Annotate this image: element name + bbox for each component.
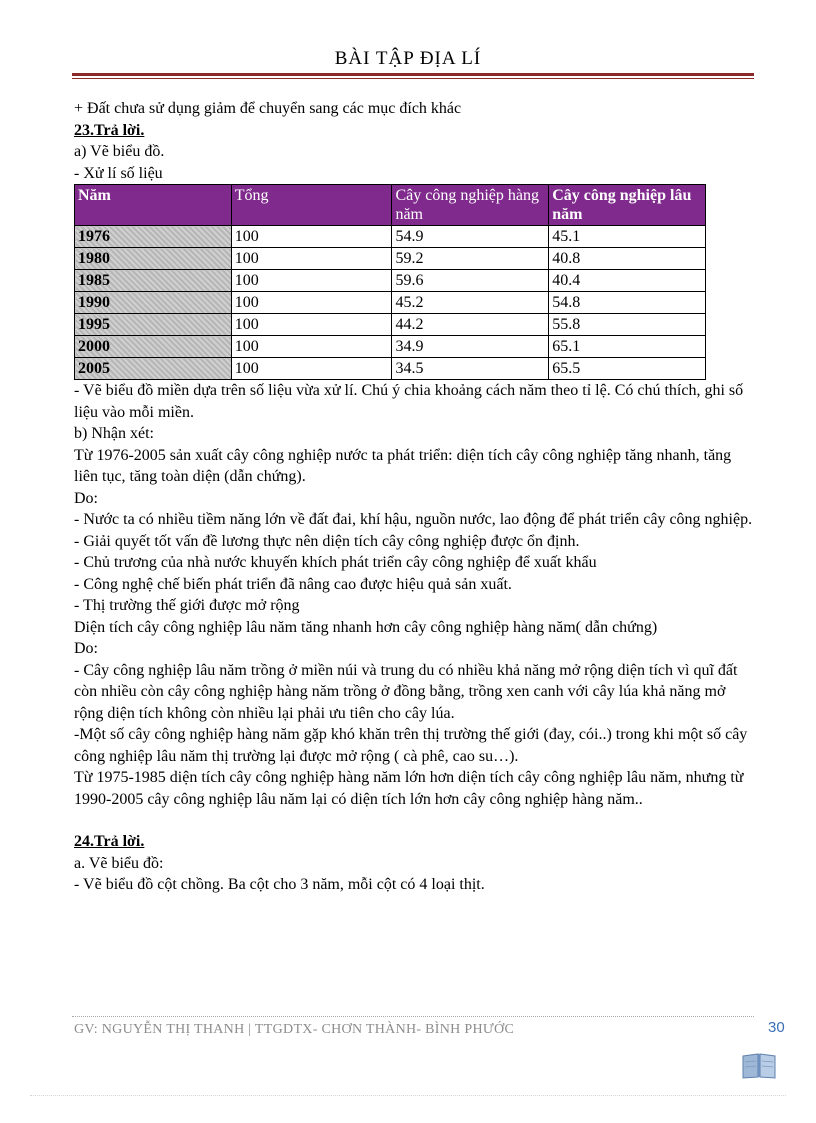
paragraph: Do: [74,489,98,507]
blank-line [74,810,754,831]
table-row [75,226,706,248]
table-row [75,292,706,314]
total-cell: 100 [231,336,392,358]
year-cell: 1985 [75,270,232,292]
perennial-cell: 55.8 [549,314,706,336]
paragraph: Từ 1976-2005 sản xuất cây công nghiệp nước ta phát triển: diện tích cây công nghiệp tăng nhanh, tăng liên tục, tăng toàn diện (dẫn chứng). [74,446,732,485]
col-header-year: Năm [75,185,232,226]
book-icon [742,1050,776,1080]
paragraph: -Một số cây công nghiệp hàng năm gặp khó khăn trên thị trường thế giới (đay, cói..) trong khi một số cây công nghiệp lâu năm thị trường lại được mở rộng ( cà phê, cao su…). [74,726,748,765]
perennial-cell: 40.8 [549,248,706,270]
table-row [75,358,706,380]
header-rule-thin [72,78,754,79]
q23-heading: 23.Trả lời. [74,121,145,139]
year-cell: 2005 [75,358,232,380]
annual-cell: 34.5 [392,358,549,380]
total-cell: 100 [231,314,392,336]
q23-part-a: a) Vẽ biểu đồ. [74,143,165,160]
q23-process: - Xử lí số liệu [74,164,163,182]
q24-instruction: - Vẽ biểu đồ cột chồng. Ba cột cho 3 năm, mỗi cột có 4 loại thịt. [74,876,485,893]
document-body [74,98,754,896]
total-cell: 100 [231,226,392,248]
paragraph: b) Nhận xét: [74,425,154,442]
paragraph: Do: [74,640,98,657]
annual-cell: 54.9 [392,226,549,248]
page-header-title: BÀI TẬP ĐỊA LÍ [334,48,482,69]
paragraph: - Giải quyết tốt vấn đề lương thực nên diện tích cây công nghiệp được ổn định. [74,532,580,550]
paragraph: Diện tích cây công nghiệp lâu năm tăng nhanh hơn cây công nghiệp hàng năm( dẫn chứng) [74,618,658,636]
paragraph: - Công nghệ chế biến phát triển đã nâng cao được hiệu quả sản xuất. [74,575,512,593]
paragraph: - Vẽ biểu đồ miền dựa trên số liệu vừa xử lí. Chú ý chia khoảng cách năm theo tỉ lệ. Có chú thích, ghi số liệu vào mỗi miền. [74,382,744,421]
total-cell: 100 [231,358,392,380]
paragraph: - Chủ trương của nhà nước khuyến khích phát triển cây công nghiệp để xuất khẩu [74,554,597,571]
perennial-cell: 45.1 [549,226,706,248]
table-header-row [75,185,706,226]
table-row [75,336,706,358]
annual-cell: 34.9 [392,336,549,358]
paragraph: - Nước ta có nhiều tiềm năng lớn về đất đai, khí hậu, nguồn nước, lao động để phát triển cây công nghiệp. [74,511,753,528]
total-cell: 100 [231,270,392,292]
annual-cell: 45.2 [392,292,549,314]
page-bottom-divider [30,1095,786,1096]
perennial-cell: 54.8 [549,292,706,314]
annual-cell: 59.2 [392,248,549,270]
annual-cell: 44.2 [392,314,549,336]
paragraph: - Cây công nghiệp lâu năm trồng ở miền núi và trung du có nhiều khả năng mở rộng diện tích vì quĩ đất còn nhiều còn cây công nghiệp hàng năm trồng ở đồng bằng, trồng xen canh với cây lúa khả năng mở rộng diện tích không còn nhiều lại phải ưu tiên cho cây lúa. [74,661,738,722]
q24-part-a: a. Vẽ biểu đồ: [74,854,164,872]
year-cell: 1976 [75,226,232,248]
perennial-cell: 65.1 [549,336,706,358]
total-cell: 100 [231,248,392,270]
perennial-cell: 40.4 [549,270,706,292]
paragraph: - Thị trường thế giới được mở rộng [74,597,300,614]
year-cell: 2000 [75,336,232,358]
table-row [75,248,706,270]
annual-cell: 59.6 [392,270,549,292]
col-header-perennial: Cây công nghiệp lâu năm [549,185,706,226]
perennial-cell: 65.5 [549,358,706,380]
intro-line: + Đất chưa sử dụng giảm để chuyển sang các mục đích khác [74,100,462,117]
year-cell: 1980 [75,248,232,270]
footer-divider [72,1016,754,1017]
q24-heading: 24.Trả lời. [74,833,145,850]
page-number: 30 [768,1019,785,1036]
year-cell: 1995 [75,314,232,336]
table-row [75,270,706,292]
total-cell: 100 [231,292,392,314]
header-rule-thick [72,73,754,76]
paragraph: Từ 1975-1985 diện tích cây công nghiệp hàng năm lớn hơn diện tích cây công nghiệp lâu năm, nhưng từ 1990-2005 cây công nghiệp lâu năm lại có diện tích lớn hơn cây công nghiệp hàng năm.. [74,769,744,808]
col-header-total: Tổng [231,185,392,226]
col-header-annual: Cây công nghiệp hàng năm [392,185,549,226]
footer-author-info: GV: NGUYỄN THỊ THANH | TTGDTX- CHƠN THÀNH- BÌNH PHƯỚC [74,1022,515,1037]
year-cell: 1990 [75,292,232,314]
table-row [75,314,706,336]
data-table [74,184,706,380]
